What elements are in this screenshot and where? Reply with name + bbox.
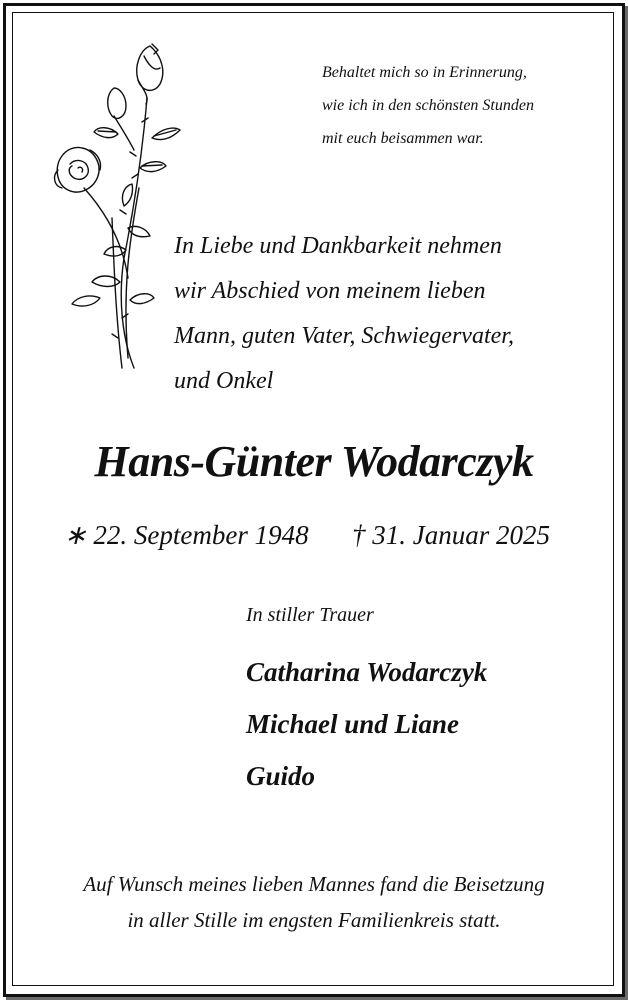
- motto-quote: [322, 56, 612, 155]
- closing-note: [0, 866, 628, 938]
- deceased-name: Hans-Günter Wodarczyk: [94, 437, 534, 486]
- mourning-label: In stiller Trauer: [246, 604, 374, 626]
- intro-line: Mann, guten Vater, Schwiegervater,: [174, 323, 514, 349]
- motto-line: mit euch beisammen war.: [322, 130, 484, 147]
- rose-drawing-icon: [42, 38, 182, 376]
- death-date: † 31. Januar 2025: [352, 520, 550, 550]
- intro-line: In Liebe und Dankbarkeit nehmen: [174, 233, 502, 259]
- closing-line: Auf Wunsch meines lieben Mannes fand die Beisetzung: [83, 872, 545, 896]
- mourner-name: Guido: [246, 761, 316, 791]
- birth-date: ∗ 22. September 1948: [64, 520, 309, 550]
- intro-line: wir Abschied von meinem lieben: [174, 278, 486, 304]
- mourner-list: [246, 646, 487, 802]
- mourner-name: Michael und Liane: [246, 709, 460, 739]
- motto-line: wie ich in den schönsten Stunden: [322, 97, 534, 114]
- motto-line: Behaltet mich so in Erinnerung,: [322, 64, 527, 81]
- intro-line: und Onkel: [174, 368, 274, 394]
- mourner-name: Catharina Wodarczyk: [246, 657, 488, 687]
- intro-text: [174, 224, 594, 404]
- closing-line: in aller Stille im engsten Familienkreis statt.: [127, 908, 501, 932]
